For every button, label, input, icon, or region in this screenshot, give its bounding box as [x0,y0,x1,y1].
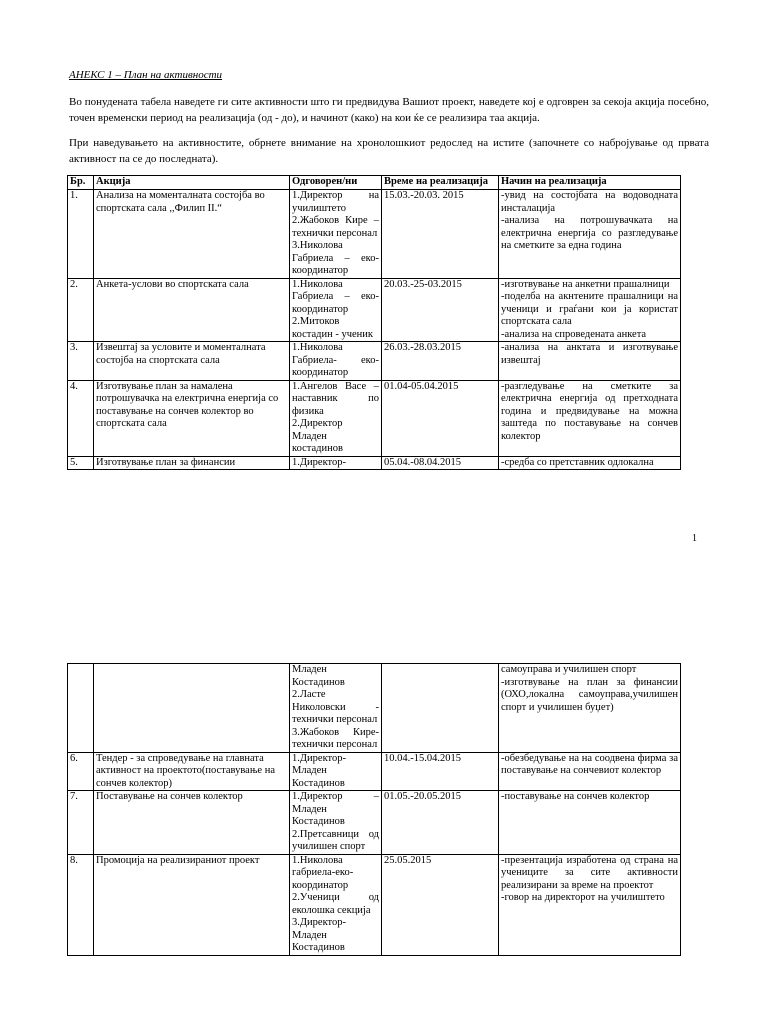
row-responsible [290,380,382,456]
row-action: Анализа на моменталната состојба во спортската сала ,,Филип II.“ [94,190,290,279]
row-time: 20.03.-25-03.2015 [382,278,499,342]
row-method [499,278,681,342]
table-row [68,791,681,855]
table-row [68,342,681,381]
row-method-line: -средба со претставник одлокална [501,456,654,468]
row-method [499,190,681,279]
page-2 [0,663,768,999]
row-responsible-line: 2.Митоков костадин - ученик [292,316,373,340]
table-row [68,278,681,342]
row-method-line: -анализа на анктата и изготвување извештај [501,342,678,366]
row-method-line: -презентација изработена од страна на учениците за сите активности реализирани за време на проектот [501,854,678,891]
table-body-page-1 [68,190,681,470]
row-responsible-line: 3.Жабоков Кире-технички персонал [292,726,379,750]
header-number: Бр. [68,176,94,190]
row-number: 4. [68,380,94,456]
table-row [68,752,681,791]
table-row [68,380,681,456]
row-responsible-line: 1.Николова Габриела- еко-координатор [292,342,379,378]
row-method-line: -изготвување на анкетни прашалници [501,278,670,290]
row-method [499,380,681,456]
activity-plan-table-continued [67,663,681,956]
row-number [68,664,94,753]
document-title: АНЕКС 1 – План на активности [69,69,223,81]
row-number: 6. [68,752,94,791]
row-responsible-line: 1.Николова Габриела – еко-координатор [292,278,379,315]
row-time: 01.05.-20.05.2015 [382,791,499,855]
row-responsible-line: 2.Жабоков Кире – технички персонал [292,215,379,239]
row-time [382,664,499,753]
row-method [499,854,681,955]
row-time: 01.04-05.04.2015 [382,380,499,456]
row-method-line: -поставување на сончев колектор [501,791,650,802]
header-method: Начин на реализација [499,176,681,190]
row-responsible-line: 2.Директор Младен костадинов [292,418,343,454]
table-row [68,854,681,955]
row-action: Промоција на реализираниот проект [94,854,290,955]
row-number: 2. [68,278,94,342]
intro-paragraph: Во понудената табела наведете ги сите активности што ги предвидува Вашиот проект, наведете кој е одговрен за секоја акција посебно, точен временски период на реализација (од - до), и начинот (како) на кои ќе се реализира таа акција. [69,96,709,124]
row-method-line: -анализа на спроведената анкета [501,328,647,340]
activity-plan-table [67,175,681,470]
row-time: 05.04.-08.04.2015 [382,456,499,470]
row-number: 3. [68,342,94,381]
row-responsible [290,190,382,279]
row-responsible-line: 1.Директор – Младен Костадинов [292,791,379,827]
row-action [94,664,290,753]
row-responsible-line: 3.Николова Габриела – еко-координатор [292,240,379,276]
row-action: Извештај за условите и моменталната состојба на спортската сала [94,342,290,381]
row-number: 1. [68,190,94,279]
row-responsible [290,664,382,753]
row-time: 26.03.-28.03.2015 [382,342,499,381]
row-number: 8. [68,854,94,955]
row-method [499,752,681,791]
row-number: 5. [68,456,94,470]
row-responsible-line: 1.Директор на училиштето [292,190,379,214]
row-action: Поставување на сончев колектор [94,791,290,855]
row-method [499,456,681,470]
row-method-line: -поделба на акнтените прашалници на ученици и граѓани кои ја користат спортската сала [501,291,678,327]
row-action: Анкета-услови во спортската сала [94,278,290,342]
note-paragraph: При наведувањето на активностите, обрнете внимание на хронолошкиот редослед на истите (започнете со набројување од првата активност па се до последната). [69,137,709,165]
row-responsible [290,752,382,791]
row-method-line: самоуправа и училишен спорт [501,664,637,675]
table-row [68,456,681,470]
row-responsible-line: 3.Директор-Младен Костадинов [292,917,346,953]
row-responsible [290,456,382,470]
header-responsible: Одговорен/ни [290,176,382,190]
table-header-row [68,176,681,190]
row-responsible [290,854,382,955]
row-action: Тендер - за спроведување на главната активност на проектото(поставување на сончев колектор) [94,752,290,791]
page-2-viewport [0,663,768,999]
row-method-line: -увид на состојбата на водоводната инсталација [501,190,678,214]
page-number: 1 [692,533,697,544]
row-time: 25.05.2015 [382,854,499,955]
row-time: 10.04.-15.04.2015 [382,752,499,791]
row-method-line: -обезбедување на на соодвена фирма за поставување на сончевиот колектор [501,752,678,776]
header-time: Време на реализација [382,176,499,190]
table-row [68,190,681,279]
row-number: 7. [68,791,94,855]
table-body-page-2 [68,664,681,956]
row-responsible-line: 1.Директор-Младен Костадинов [292,752,346,789]
header-action: Акција [94,176,290,190]
row-responsible-line: 1.Ангелов Васе – наставник по физика [292,380,379,417]
row-action: Изготвување план за финансии [94,456,290,470]
row-responsible-line: 2.Претсавници од училишен спорт [292,828,379,852]
row-responsible-line: 1.Директор- [292,456,346,468]
row-responsible-line: 2.Ученици од еколошка секција [292,892,379,916]
row-responsible [290,342,382,381]
row-method-line: -говор на директорот на училиштето [501,892,665,903]
row-method-line: -изготвување на план за финансии (ОХО,локална самоуправа,училишен спорт и училишен буџет) [501,676,678,713]
row-method-line: -анализа на потрошувачката на електрична енергија со разгледување на сметките за една година [501,215,678,251]
row-action: Изготвување план за намалена потрошувачка на електрична енергија со поставување на сончев колектор во спортската сала [94,380,290,456]
row-responsible [290,791,382,855]
row-responsible-line: 2.Ласте Николовски - технички персонал [292,689,379,725]
row-responsible-line: Младен Костадинов [292,664,345,688]
row-method-line: -разгледување на сметките за електрична енергија од претходната година и предвидување на можна заштеда по поставување на сончев колектор [501,380,678,442]
table-row [68,664,681,753]
row-method [499,791,681,855]
row-responsible [290,278,382,342]
row-method [499,342,681,381]
row-method [499,664,681,753]
row-responsible-line: 1.Николова габриела-еко-координатор [292,854,354,891]
row-time: 15.03.-20.03. 2015 [382,190,499,279]
